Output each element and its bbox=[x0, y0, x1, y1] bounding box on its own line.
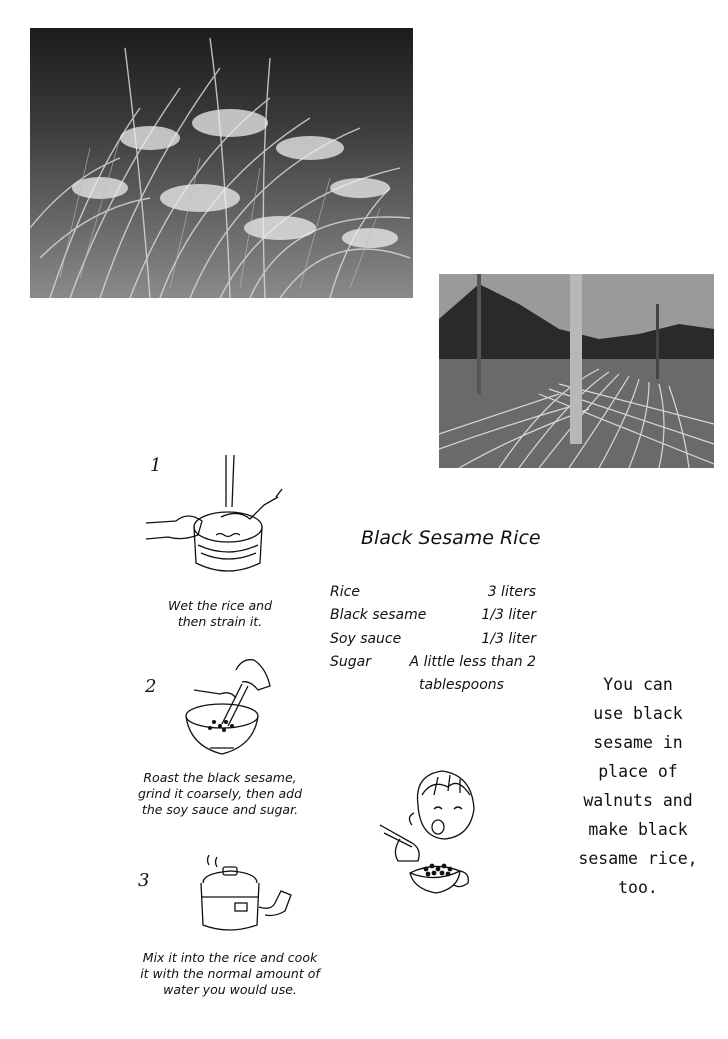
ingredient-amount: 3 liters bbox=[487, 584, 536, 600]
step-number-1: 1 bbox=[150, 455, 162, 476]
rice-cooker-illustration bbox=[195, 855, 295, 935]
ingredient-sugar-amount-cont: tablespoons bbox=[419, 677, 504, 693]
step-number-2: 2 bbox=[145, 676, 157, 697]
side-note: You can use black sesame in place of walnuts and make black sesame rice, too. bbox=[578, 675, 698, 897]
step-3-caption: Mix it into the rice and cook it with the normal amount of water you would use. bbox=[140, 950, 320, 997]
ingredient-amount: A little less than 2 bbox=[409, 654, 536, 670]
ingredient-name: Soy sauce bbox=[330, 631, 402, 647]
grind-sesame-illustration bbox=[180, 650, 280, 760]
ingredient-amount: 1/3 liter bbox=[481, 607, 536, 623]
wash-rice-illustration bbox=[146, 455, 286, 580]
ingredient-amount: 1/3 liter bbox=[481, 631, 536, 647]
ingredient-name: Rice bbox=[330, 584, 360, 600]
step-number-3: 3 bbox=[138, 870, 150, 891]
drying-straw-photo bbox=[439, 274, 714, 468]
ingredient-name: Black sesame bbox=[330, 607, 427, 623]
rice-stalks-photo bbox=[30, 28, 413, 298]
ingredient-name: Sugar bbox=[330, 654, 371, 670]
child-eating-illustration bbox=[378, 765, 478, 905]
step-1-caption: Wet the rice and then strain it. bbox=[167, 598, 273, 629]
step-2-caption: Roast the black sesame, grind it coarsely, then add the soy sauce and sugar. bbox=[137, 770, 303, 817]
recipe-title: Black Sesame Rice bbox=[361, 527, 541, 549]
